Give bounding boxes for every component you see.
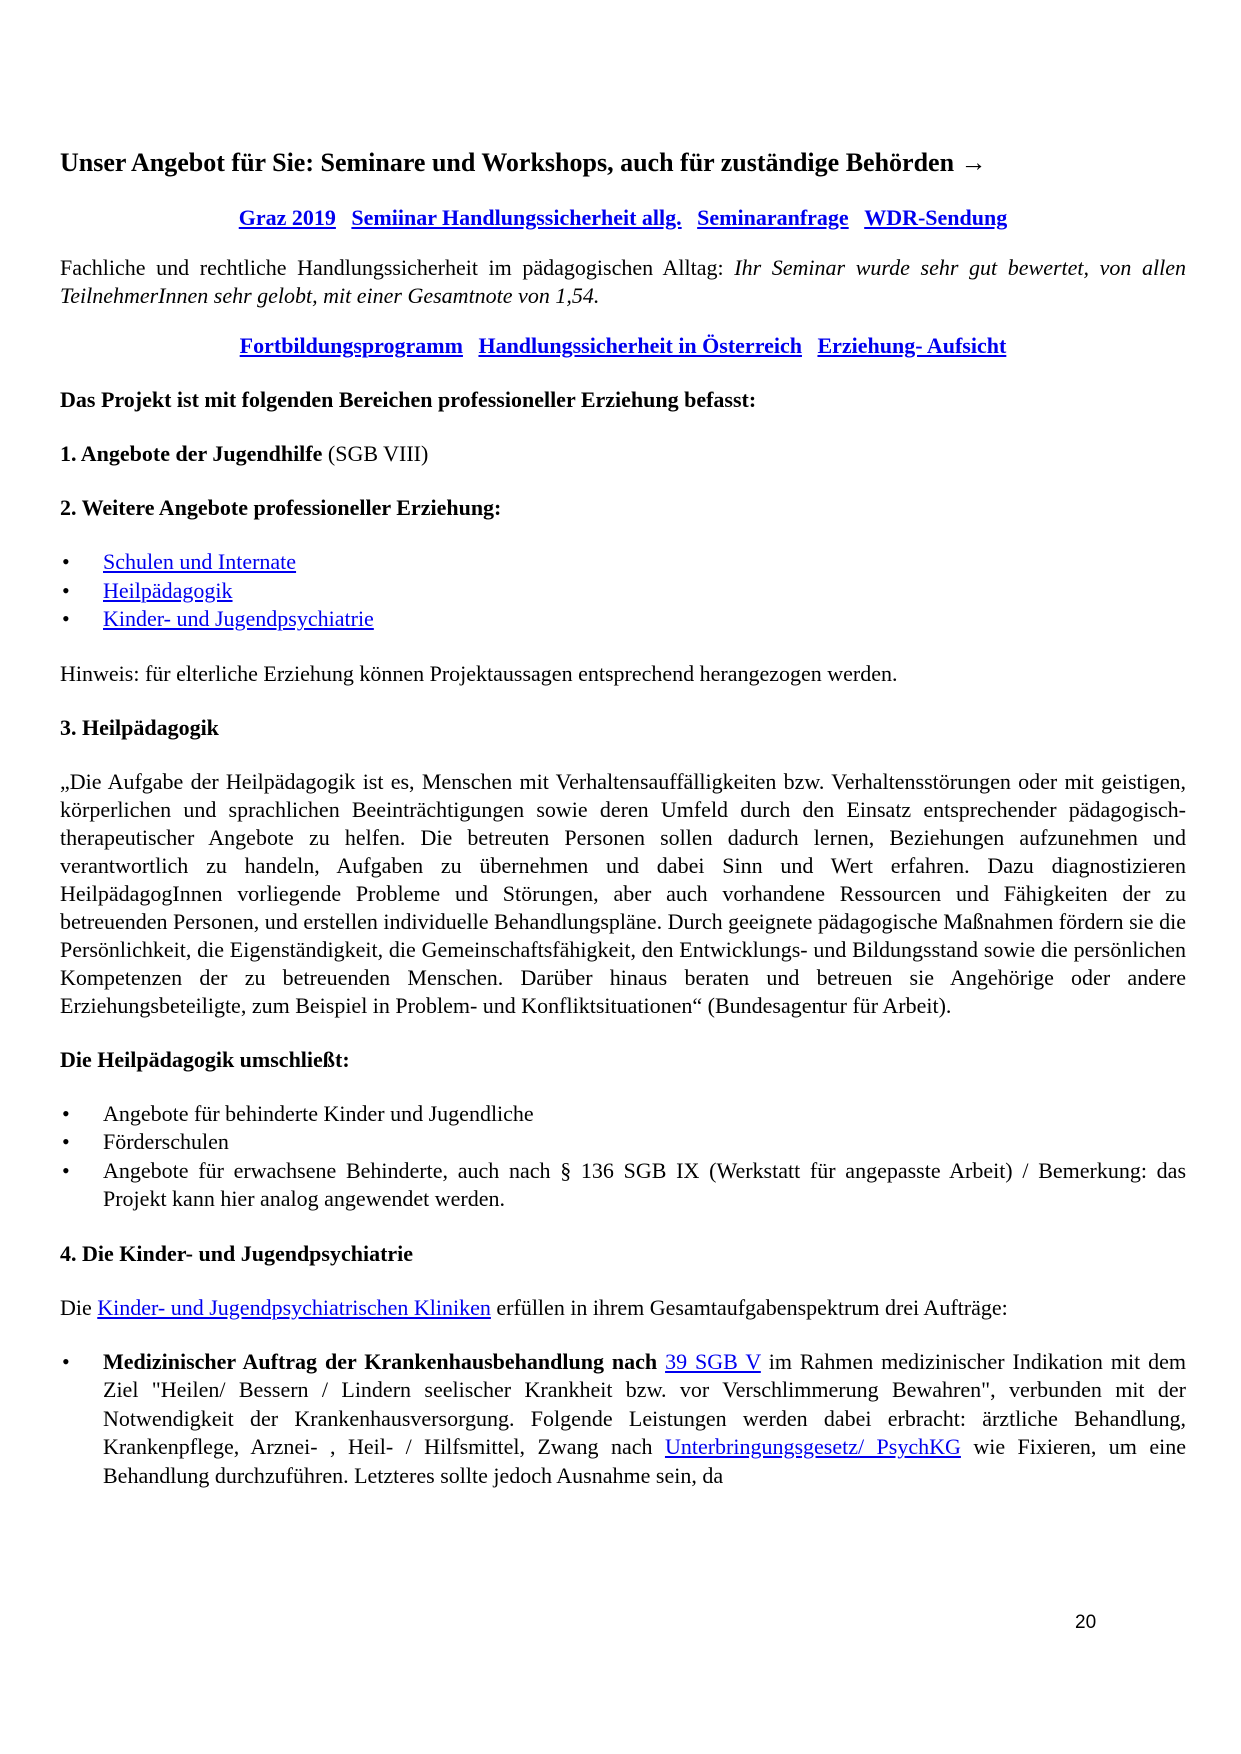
- page-number: 20: [1075, 1612, 1097, 1633]
- medical-mandate-text: im Rahmen medizinischer Indikation mit dem Ziel "Heilen/ Bessern / Lindern seelischer Krankheit bzw. vor Verschlimmerung Bewahren", verbunden mit der Notwendigkeit der Krankenhausversorgung. Folgende Leistungen werden dabei erbracht: ärztliche Behandlung, Krankenpflege, Arznei- , Heil- / Hilfsmittel, Zwang nach: [103, 1348, 1187, 1459]
- medical-mandate-text-cont: wie Fixieren, um eine Behandlung durchzuführen. Letzteres sollte jedoch Ausnahme sein, da: [103, 1434, 1186, 1488]
- link-graz-2019[interactable]: Graz 2019: [238, 205, 336, 230]
- list-item: [60, 1348, 1186, 1491]
- list-item-text: Angebote für behinderte Kinder und Jugendliche: [103, 1100, 534, 1126]
- list-item: [60, 577, 1186, 606]
- document-page: [60, 148, 1186, 1490]
- kjp-paragraph: [60, 1294, 1186, 1322]
- link-schulen-internate[interactable]: Schulen und Internate: [103, 549, 297, 574]
- bullet-icon: •: [62, 1348, 70, 1374]
- bullet-icon: •: [62, 549, 70, 574]
- link-seminaranfrage[interactable]: Seminaranfrage: [697, 205, 849, 230]
- heilpaedagogik-heading: Die Heilpädagogik umschließt:: [60, 1046, 350, 1072]
- medical-mandate-title: Medizinischer Auftrag der Krankenhausbehandlung nach: [103, 1348, 658, 1374]
- list-item: [60, 605, 1186, 634]
- auftraege-list: [60, 1348, 1186, 1491]
- program-links: [60, 332, 1186, 360]
- section-1-ref: (SGB VIII): [322, 441, 429, 466]
- link-fortbildungsprogramm[interactable]: Fortbildungsprogramm: [239, 333, 463, 358]
- list-item: [60, 548, 1186, 577]
- list-item-text: Angebote für erwachsene Behinderte, auch nach § 136 SGB IX (Werkstatt für angepasste Arbeit) / Bemerkung: das Projekt kann hier analog angewendet werden.: [103, 1157, 1186, 1211]
- intro-paragraph: [60, 254, 1186, 310]
- hinweis-paragraph: Hinweis: für elterliche Erziehung können Projektaussagen entsprechend herangezogen werden.: [60, 660, 898, 686]
- list-item: [60, 1128, 1186, 1157]
- section-2-heading: 2. Weitere Angebote professioneller Erziehung:: [60, 495, 502, 520]
- link-seminar-handlungssicherheit[interactable]: Semiinar Handlungssicherheit allg.: [351, 205, 682, 230]
- section-4-heading: 4. Die Kinder- und Jugendpsychiatrie: [60, 1240, 414, 1266]
- link-erziehung-aufsicht[interactable]: Erziehung- Aufsicht: [817, 333, 1007, 358]
- bullet-icon: •: [62, 1157, 70, 1183]
- section-1-title: 1. Angebote der Jugendhilfe: [60, 441, 323, 466]
- link-unterbringungsgesetz[interactable]: Unterbringungsgesetz/ PsychKG: [664, 1434, 961, 1459]
- project-heading: Das Projekt ist mit folgenden Bereichen professioneller Erziehung befasst:: [60, 387, 757, 412]
- intro-text: Fachliche und rechtliche Handlungssicherheit im pädagogischen Alltag:: [60, 255, 735, 280]
- kjp-post: erfüllen in ihrem Gesamtaufgabenspektrum drei Aufträge:: [490, 1294, 1008, 1320]
- link-kinder-jugendpsychiatrie[interactable]: Kinder- und Jugendpsychiatrie: [103, 606, 374, 631]
- section-1-heading: [60, 440, 1186, 468]
- link-handlungssicherheit-oesterreich[interactable]: Handlungssicherheit in Österreich: [478, 333, 802, 358]
- heilpaedagogik-quote: „Die Aufgabe der Heilpädagogik ist es, Menschen mit Verhaltensauffälligkeiten bzw. Verhaltensstörungen oder mit geistigen, körperlichen und sprachlichen Beeinträchtigungen sowie deren Umfeld durch den Einsatz entsprechender pädagogisch-therapeutischer Angebote zu helfen. Die betreuten Personen sollen dadurch lernen, Beziehungen aufzunehmen und verantwortlich zu handeln, Aufgaben zu übernehmen und dabei Sinn und Wert erfahren. Dazu diagnostizieren HeilpädagogInnen vorliegende Probleme und Störungen, aber auch vorhandene Ressourcen und Fähigkeiten der zu betreuenden Personen, und erstellen individuelle Behandlungspläne. Durch geeignete pädagogische Maßnahmen fördern sie die Persönlichkeit, die Eigenständigkeit, die Gemeinschaftsfähigkeit, den Entwicklungs- und Bildungsstand sowie die persönlichen Kompetenzen der zu betreuenden Menschen. Darüber hinaus beraten und betreuen sie Angehörige oder andere Erziehungsbeteiligte, zum Beispiel in Problem- und Konfliktsituationen“ (Bundesagentur für Arbeit).: [60, 768, 1186, 1018]
- seminar-links: [60, 204, 1186, 232]
- section-3-heading: 3. Heilpädagogik: [60, 714, 219, 740]
- link-kjp-kliniken[interactable]: Kinder- und Jugendpsychiatrischen Kliniken: [97, 1294, 491, 1320]
- bullet-icon: •: [62, 606, 70, 631]
- bullet-icon: •: [62, 1129, 70, 1154]
- page-title: Unser Angebot für Sie: Seminare und Workshops, auch für zuständige Behörden →: [60, 148, 987, 177]
- list-item: [60, 1100, 1186, 1129]
- link-wdr-sendung[interactable]: WDR-Sendung: [864, 205, 1008, 230]
- bullet-icon: •: [62, 1100, 70, 1126]
- heilpaedagogik-list: [60, 1100, 1186, 1214]
- kjp-pre: Die: [60, 1294, 98, 1320]
- intro-rating: Ihr Seminar wurde sehr gut bewertet, von allen TeilnehmerInnen sehr gelobt, mit einer Gesamtnote von 1,54.: [60, 255, 1186, 308]
- list-item-text: Förderschulen: [103, 1129, 229, 1154]
- bullet-icon: •: [62, 577, 70, 603]
- link-heilpaedagogik[interactable]: Heilpädagogik: [103, 577, 233, 603]
- link-39-sgb-v[interactable]: 39 SGB V: [665, 1348, 761, 1374]
- education-list: [60, 548, 1186, 634]
- list-item: [60, 1157, 1186, 1214]
